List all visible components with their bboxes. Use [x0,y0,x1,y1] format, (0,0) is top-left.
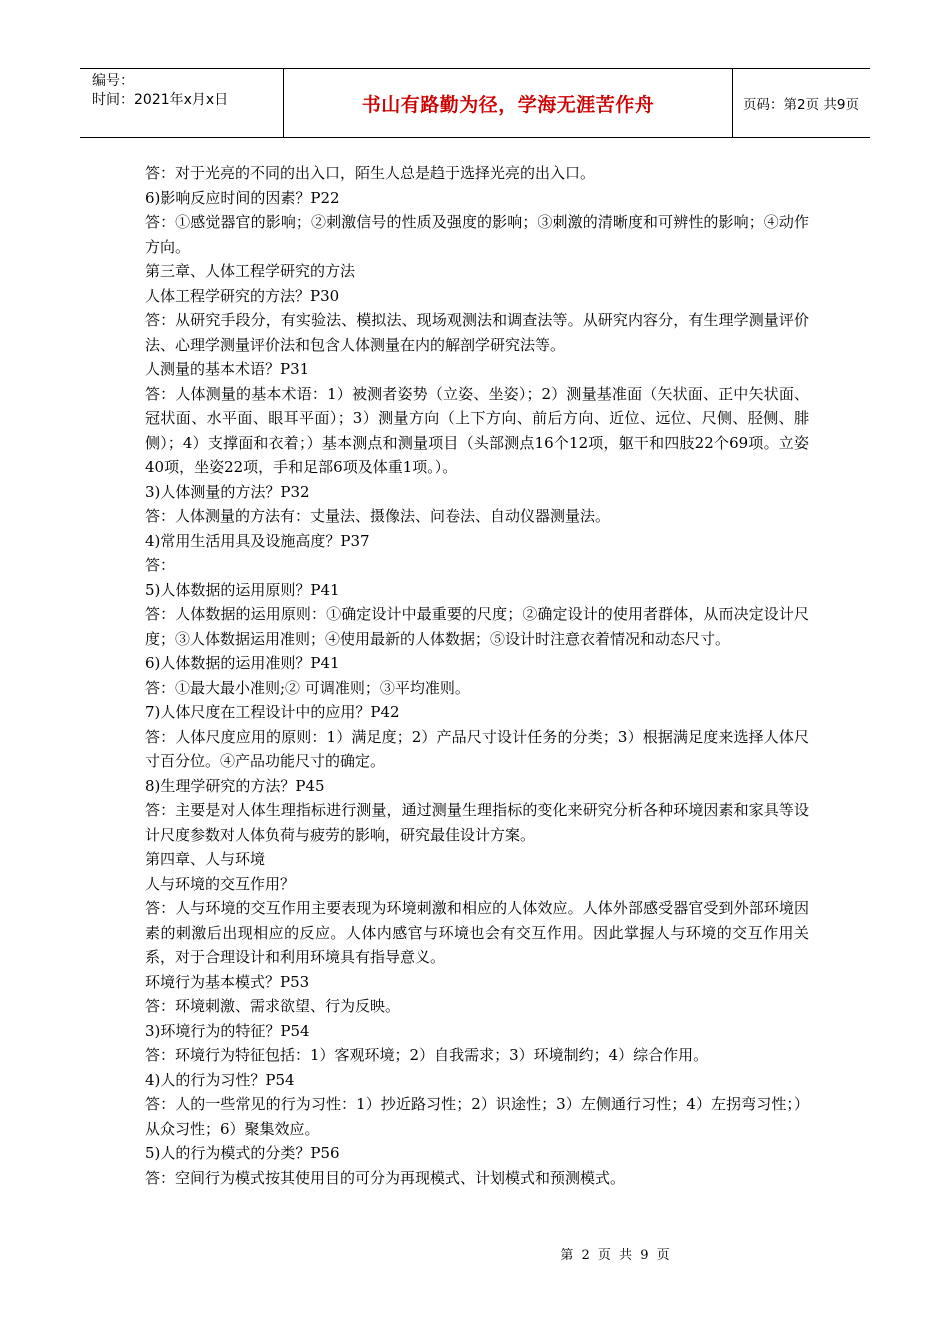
question-line: 4)人的行为习性？P54 [145,1070,295,1089]
header-page-cell [733,69,870,137]
question-line: 人测量的基本术语？P31 [145,360,310,378]
chapter-heading: 第四章、人与环境 [145,850,266,868]
chapter-heading: 第三章、人体工程学研究的方法 [145,262,356,280]
question-line: 3)环境行为的特征？P54 [145,1021,310,1040]
answer-paragraph: 答：人的一些常见的行为习性：1）抄近路习性；2）识途性；3）左侧通行习性；4）左拐弯习性；）从众习性；6）聚集效应。 [145,1095,809,1138]
question-line: 3)人体测量的方法？P32 [145,482,310,501]
question-line: 5)人体数据的运用原则？P41 [145,580,340,599]
date-label: 时间：2021年x月x日 [92,92,229,108]
number-label: 编号： [92,73,134,89]
answer-paragraph: 答：空间行为模式按其使用目的可分为再现模式、计划模式和预测模式。 [145,1168,626,1187]
answer-paragraph: 答：环境刺激、需求欲望、行为反映。 [145,997,401,1015]
answer-paragraph: 答：人与环境的交互作用主要表现为环境刺激和相应的人体效应。人体外部感受器官受到外部环境因素的刺激后出现相应的反应。人体内感官与环境也会有交互作用。因此掌握人与环境的交互作用关系，对于合理设计和利用环境具有指导意义。 [145,899,809,966]
question-line: 6)影响反应时间的因素？P22 [145,188,340,207]
text-line: 答：对于光亮的不同的出入口，陌生人总是趋于选择光亮的出入口。 [145,164,596,182]
answer-paragraph: 答：①最大最小准则;② 可调准则；③平均准则。 [145,678,470,697]
answer-paragraph: 答：环境行为特征包括：1）客观环境；2）自我需求；3）环境制约；4）综合作用。 [145,1046,709,1064]
question-line: 人与环境的交互作用？ [145,874,296,893]
answer-paragraph: 答：人体数据的运用原则：①确定设计中最重要的尺度；②确定设计的使用者群体，从而决定设计尺度；③人体数据运用准则；④使用最新的人体数据；⑤设计时注意衣着情况和动态尺寸。 [145,605,809,648]
question-line: 环境行为基本模式？P53 [145,972,310,991]
question-line: 7)人体尺度在工程设计中的应用？P42 [145,703,400,721]
answer-paragraph: 答：人体测量的方法有：丈量法、摄像法、问卷法、自动仪器测量法。 [145,507,611,525]
answer-paragraph: 答：从研究手段分，有实验法、模拟法、现场观测法和调查法等。从研究内容分，有生理学测量评价法、心理学测量评价法和包含人体测量在内的解剖学研究法等。 [145,311,809,354]
question-line: 人体工程学研究的方法？P30 [145,286,340,305]
answer-paragraph: 答：①感觉器官的影响；②刺激信号的性质及强度的影响；③刺激的清晰度和可辨性的影响；④动作方向。 [145,213,809,256]
header-meta [80,69,283,137]
motto: 书山有路勤为径，学海无涯苦作舟 [361,93,655,116]
answer-paragraph: 答：主要是对人体生理指标进行测量，通过测量生理指标的变化来研究分析各种环境因素和家具等设计尺度参数对人体负荷与疲劳的影响，研究最佳设计方案。 [145,801,809,844]
answer-paragraph: 答：人体尺度应用的原则：1）满足度；2）产品尺寸设计任务的分类；3）根据满足度来选择人体尺寸百分位。④产品功能尺寸的确定。 [145,727,809,770]
document-body [145,161,809,1190]
question-line: 6)人体数据的运用准则？P41 [145,654,340,672]
question-line: 5)人的行为模式的分类？P56 [145,1144,340,1162]
question-line: 8)生理学研究的方法？P45 [145,776,325,795]
header-motto-cell [283,69,733,137]
page-info: 页码：第2页 共9页 [743,97,859,113]
answer-paragraph: 答： [145,556,176,574]
page-header [80,68,870,138]
page-footer: 第 2 页 共 9 页 [560,1248,672,1263]
question-line: 4)常用生活用具及设施高度？P37 [145,531,370,550]
answer-paragraph: 答：人体测量的基本术语：1）被测者姿势（立姿、坐姿）；2）测量基准面（矢状面、正中矢状面、冠状面、水平面、眼耳平面）；3）测量方向（上下方向、前后方向、近位、远位、尺侧、胫侧、腓侧）；4）支撑面和衣着；）基本测点和测量项目（头部测点16个12项，躯干和四肢22个69项。立姿40项，坐姿22项，手和足部6项及体重1项。）。 [145,384,809,476]
